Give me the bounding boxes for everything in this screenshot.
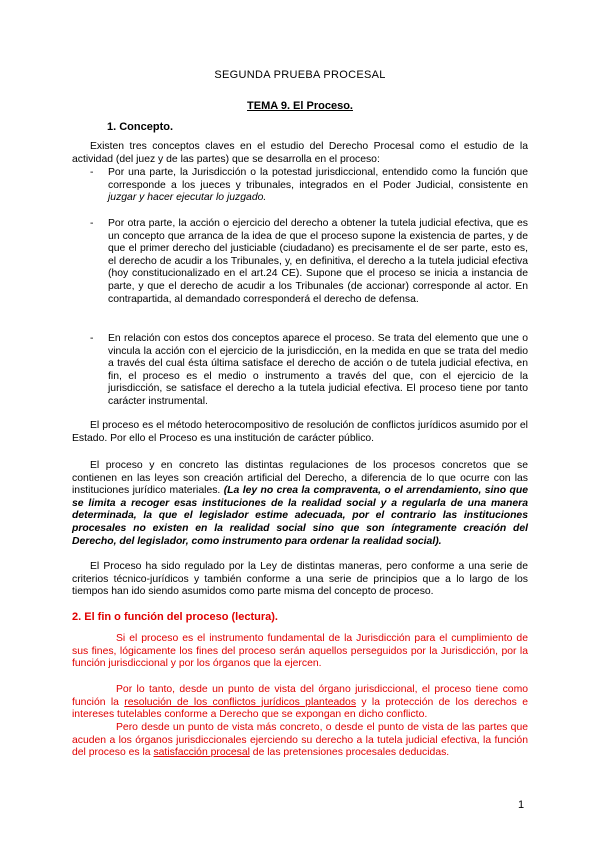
bullet-text: Por una parte, la Jurisdicción o la potestad jurisdiccional, entendido como la función que corresponde a los jueces y tribunales, integrados en el Poder Judicial, consistente en — [108, 167, 528, 191]
bullet-italic: juzgar y hacer ejecutar lo juzgado. — [108, 192, 267, 204]
page-number: 1 — [518, 799, 525, 811]
paragraph-regulado: El Proceso ha sido regulado por la Ley de distintas maneras, pero conforme a una serie de criterios técnico-jurídicos y también conforme a una serie de principios que a lo largo de los tiempos han ido siendo asumidos como parte misma del concepto de proceso. — [72, 561, 528, 598]
tema-heading: TEMA 9. El Proceso. — [247, 100, 353, 112]
bullet-dash: - — [90, 167, 94, 178]
paragraph-text: y la protección de los derechos e intereses tutelables conforme a Derecho que se expongan en dicho conflicto. — [72, 696, 528, 721]
intro-paragraph: Existen tres conceptos claves en el estudio del Derecho Procesal como el estudio de la actividad (del juez y de las partes) que se desarrolla en el proceso: — [72, 141, 528, 165]
bullet-accion: Por otra parte, la acción o ejercicio del derecho a obtener la tutela judicial efectiva, que es un concepto que arranca de la idea de que el proceso supone la existencia de partes, y de que el primer derecho del justiciable (ciudadano) es precisamente el de ser parte, esto es, el derecho de acudir a los Tribunales, y, en definitiva, el derecho a la tutela judicial efectiva (hoy constitucionalizado en el art.24 CE). Supone que el proceso se inicia a instancia de parte, y que el derecho de acudir a los Tribunales (de accionar) corresponde al actor. En contrapartida, al demandado corresponderá el derecho de defensa. — [108, 218, 528, 305]
paragraph-text: Por lo tanto, desde un punto de vista del órgano jurisdiccional, el proceso tiene como función la — [72, 684, 528, 708]
paragraph-text: Pero desde un punto de vista más concreto, o desde el punto de vista de las partes que acuden a los órganos jurisdiccionales ejerciendo su derecho a la tutela judicial efectiva, la función del proceso es la — [72, 722, 528, 759]
paragraph-regulaciones — [72, 460, 528, 548]
paragraph-text: de las pretensiones procesales deducidas. — [249, 747, 450, 759]
paragraph-text: El proceso y en concreto las distintas regulaciones de los procesos concretos que se contienen en las leyes son creación artificial del Derecho, a diferencia de lo que ocurre con las instituciones jurídico materiales. — [72, 460, 528, 497]
paragraph-fin-1: Si el proceso es el instrumento fundamental de la Jurisdicción para el cumplimiento de sus fines, lógicamente los fines del proceso serán aquellos perseguidos por la Jurisdicción, por la función jurisdiccional y por los órganos que la ejercen. — [72, 633, 528, 670]
bullet-jurisdiccion — [108, 167, 528, 205]
bullet-dash: - — [90, 333, 94, 344]
section-heading-fin: 2. El fin o función del proceso (lectura). — [72, 611, 278, 623]
paragraph-heterocompositivo: El proceso es el método heterocompositivo de resolución de conflictos jurídicos asumido por el Estado. Por ello el Proceso es una institución de carácter público. — [72, 420, 528, 444]
bullet-proceso: En relación con estos dos conceptos aparece el proceso. Se trata del elemento que une o vincula la acción con el ejercicio de la jurisdicción, en la medida en que se trata del medio a través del cual ésta última satisface el derecho de acción o de tutela judicial efectiva, en fin, el proceso es el medio o instrumento a través del que, con el ejercicio de la jurisdicción, se satisface el derecho a la tutela judicial efectiva. El proceso tiene por tanto carácter instrumental. — [108, 333, 528, 407]
document-title: SEGUNDA PRUEBA PROCESAL — [214, 69, 386, 81]
paragraph-fin-3 — [72, 722, 528, 760]
underlined-text: satisfacción procesal — [153, 747, 250, 759]
underlined-text: resolución de los conflictos jurídicos planteados — [124, 696, 357, 708]
paragraph-fin-2 — [72, 684, 528, 722]
paragraph-bold-italic: (La ley no crea la compraventa, o el arrendamiento, sino que se limita a recoger esas instituciones de la realidad social y a regularla de una manera determinada, la que el legislador estime adecuada, por el contrario las instituciones procesales no existen en la realidad social sino que son íntegramente creación del Derecho, del legislador, como instrumento para ordenar la realidad social). — [72, 485, 528, 547]
bullet-dash: - — [90, 218, 94, 229]
section-heading-concepto: 1. Concepto. — [107, 121, 174, 133]
